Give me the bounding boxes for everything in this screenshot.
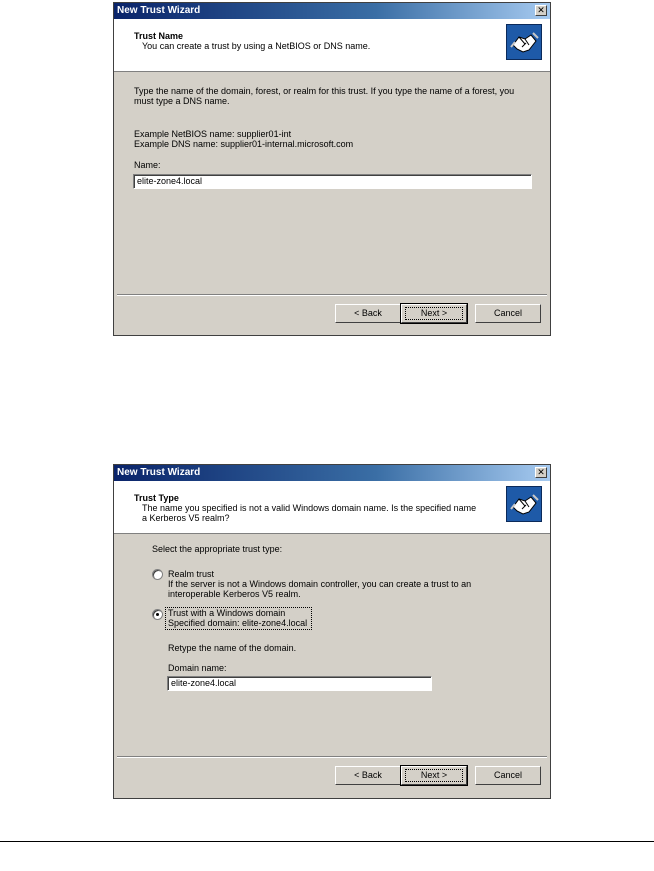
windows-domain-radio[interactable] [152,609,163,620]
next-button[interactable] [401,304,467,323]
header-subtitle: You can create a trust by using a NetBIOS or DNS name. [142,41,371,51]
trust-name-dialog [113,2,551,336]
cancel-button[interactable]: Cancel [475,304,541,323]
handshake-icon [506,24,542,60]
example-dns-text: Example DNS name: supplier01-internal.microsoft.com [134,139,354,149]
next-button-label: Next > [420,308,448,318]
windows-domain-description: Specified domain: elite-zone4.local [168,618,308,628]
focus-rect [405,307,463,320]
handshake-icon [506,486,542,522]
header-subtitle: The name you specified is not a valid Windows domain name. Is the specified name a Kerberos V5 realm? [142,503,477,523]
radio-selected-dot [156,613,159,616]
realm-trust-description: If the server is not a Windows domain controller, you can create a trust to an interoperable Kerberos V5 realm. [168,579,472,599]
focus-rect [405,769,463,782]
title-bar[interactable] [114,3,550,19]
window-title: New Trust Wizard [117,467,201,478]
header-title: Trust Name [134,31,184,41]
domain-name-label: Domain name: [168,663,227,673]
name-input[interactable]: elite-zone4.local [133,174,532,189]
realm-trust-label[interactable]: Realm trust [168,569,215,579]
header-title: Trust Type [134,493,179,503]
windows-domain-label[interactable]: Trust with a Windows domain [168,608,286,618]
title-bar[interactable] [114,465,550,481]
back-button[interactable]: < Back [335,766,401,785]
name-label: Name: [134,160,161,170]
realm-trust-radio[interactable] [152,569,163,580]
instructions-text: Type the name of the domain, forest, or realm for this trust. If you type the name of a forest, you must type a DNS name. [134,86,515,106]
close-icon: ✕ [537,5,545,15]
cancel-button[interactable]: Cancel [475,766,541,785]
page-bottom-rule [0,841,654,842]
close-button[interactable] [535,5,547,16]
retype-prompt: Retype the name of the domain. [168,643,297,653]
domain-name-input[interactable]: elite-zone4.local [167,676,432,691]
example-netbios-text: Example NetBIOS name: supplier01-int [134,129,292,139]
trust-type-prompt: Select the appropriate trust type: [152,544,283,554]
wizard-header [114,19,550,72]
footer-separator [117,756,547,758]
wizard-header [114,481,550,534]
close-button[interactable] [535,467,547,478]
footer-separator [117,294,547,296]
next-button-label: Next > [420,770,448,780]
next-button[interactable] [401,766,467,785]
trust-type-dialog [113,464,551,799]
window-title: New Trust Wizard [117,5,201,16]
back-button[interactable]: < Back [335,304,401,323]
close-icon: ✕ [537,467,545,477]
